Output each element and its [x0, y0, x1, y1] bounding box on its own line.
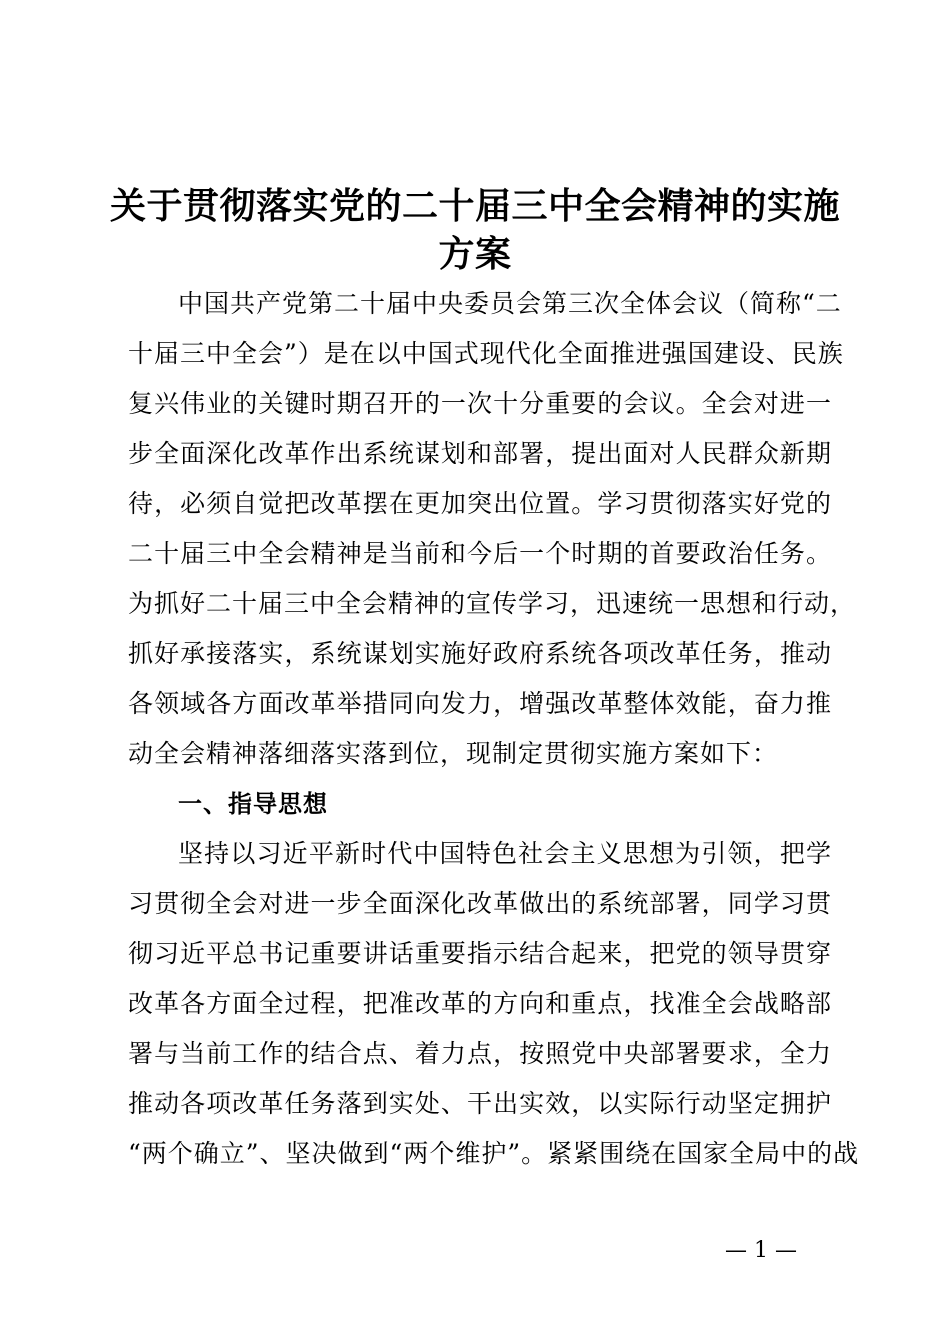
section1-paragraph-line: 署与当前工作的结合点、着力点，按照党中央部署要求，全力 [128, 1039, 832, 1068]
intro-paragraph-line: 二十届三中全会精神是当前和今后一个时期的首要政治任务。 [128, 539, 832, 568]
section1-paragraph-line: 彻习近平总书记重要讲话重要指示结合起来，把党的领导贯穿 [128, 939, 832, 968]
intro-paragraph-line: 各领域各方面改革举措同向发力，增强改革整体效能，奋力推 [128, 689, 832, 718]
intro-paragraph-line: 为抓好二十届三中全会精神的宣传学习，迅速统一思想和行动， [128, 589, 857, 618]
intro-paragraph-line: 中国共产党第二十届中央委员会第三次全体会议（简称“二 [178, 289, 842, 318]
intro-paragraph-line: 十届三中全会”）是在以中国式现代化全面推进强国建设、民族 [128, 339, 844, 368]
section1-paragraph-line: 坚持以习近平新时代中国特色社会主义思想为引领，把学 [178, 839, 832, 868]
section1-paragraph-line: 改革各方面全过程，把准改革的方向和重点，找准全会战略部 [128, 989, 832, 1018]
intro-paragraph-line: 抓好承接落实，系统谋划实施好政府系统各项改革任务，推动 [128, 639, 832, 668]
document-title-line-1: 关于贯彻落实党的二十届三中全会精神的实施 [110, 186, 841, 227]
document-title-line-2: 方案 [438, 234, 512, 275]
section-heading-guiding-ideology: 一、指导思想 [178, 790, 328, 818]
section1-paragraph-line: “两个确立”、坚决做到“两个维护”。紧紧围绕在国家全局中的战 [128, 1139, 860, 1168]
intro-paragraph-line: 动全会精神落细落实落到位，现制定贯彻实施方案如下： [128, 739, 779, 768]
intro-paragraph-line: 待，必须自觉把改革摆在更加突出位置。学习贯彻落实好党的 [128, 489, 832, 518]
intro-paragraph-line: 步全面深化改革作出系统谋划和部署，提出面对人民群众新期 [128, 439, 832, 468]
section1-paragraph-line: 习贯彻全会对进一步全面深化改革做出的系统部署，同学习贯 [128, 889, 832, 918]
intro-paragraph-line: 复兴伟业的关键时期召开的一次十分重要的会议。全会对进一 [128, 389, 832, 418]
section1-paragraph-line: 推动各项改革任务落到实处、干出实效，以实际行动坚定拥护 [128, 1089, 832, 1118]
page-number: — 1 — [725, 1238, 797, 1263]
